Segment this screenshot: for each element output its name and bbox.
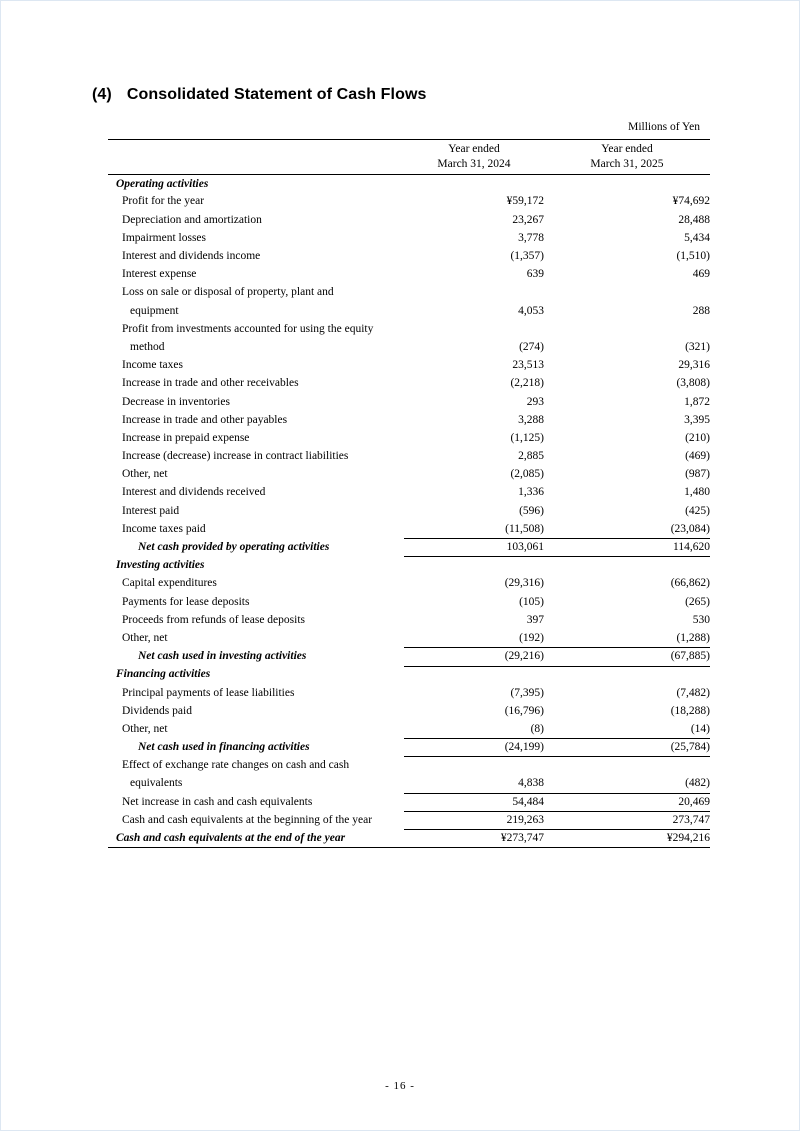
value-fy2024: ¥273,747 <box>404 830 544 848</box>
value-fy2024: (16,796) <box>504 704 544 717</box>
value-fy2024: 397 <box>526 613 544 626</box>
table-row <box>108 375 710 393</box>
value-fy2024: (29,216) <box>404 648 544 666</box>
row-label: Principal payments of lease liabilities <box>122 686 295 699</box>
row-label: Operating activities <box>116 177 209 190</box>
table-row <box>108 539 710 557</box>
table-row <box>108 302 710 320</box>
value-fy2025: (265) <box>685 595 710 608</box>
row-label: equipment <box>130 304 179 317</box>
value-fy2025: (1,288) <box>544 630 710 648</box>
value-fy2025: 5,434 <box>684 231 710 244</box>
row-label: Profit from investments accounted for using the equity <box>122 322 374 335</box>
value-fy2024: (1,125) <box>510 431 544 444</box>
table-row <box>108 521 710 539</box>
row-label: Capital expenditures <box>122 577 217 590</box>
value-fy2025: (3,808) <box>676 377 710 390</box>
table-row <box>108 211 710 229</box>
table-row <box>108 630 710 648</box>
table-row <box>108 739 710 757</box>
value-fy2025: ¥74,692 <box>672 195 710 208</box>
table-row <box>108 702 710 720</box>
row-label: Increase in trade and other payables <box>122 413 288 426</box>
value-fy2024: 4,838 <box>404 775 544 793</box>
table-row <box>108 793 710 811</box>
row-label: Net cash used in financing activities <box>138 741 310 754</box>
value-fy2025: (23,084) <box>544 521 710 539</box>
page-title-text: Consolidated Statement of Cash Flows <box>126 86 427 103</box>
table-row <box>108 648 710 666</box>
value-fy2025: ¥294,216 <box>544 830 710 848</box>
table-row <box>108 320 710 338</box>
value-fy2024: (8) <box>404 721 544 739</box>
value-fy2025: 530 <box>692 613 710 626</box>
table-header-row <box>108 140 710 175</box>
table-row <box>108 448 710 466</box>
value-fy2025 <box>544 666 710 684</box>
value-fy2025: 28,488 <box>678 213 710 226</box>
table-row <box>108 757 710 775</box>
value-fy2025: (67,885) <box>544 648 710 666</box>
row-label: Net increase in cash and cash equivalents <box>122 795 313 808</box>
value-fy2025 <box>544 284 710 302</box>
value-fy2024: 293 <box>526 395 544 408</box>
value-fy2024 <box>404 557 544 575</box>
value-fy2024: (1,357) <box>510 250 544 263</box>
value-fy2025 <box>544 175 710 193</box>
table-row <box>108 721 710 739</box>
row-label: Cash and cash equivalents at the beginning of the year <box>122 813 373 826</box>
column-header-fy2025-line1: Year ended <box>601 143 653 155</box>
value-fy2024: 23,513 <box>512 359 544 372</box>
table-row <box>108 284 710 302</box>
row-label: Loss on sale or disposal of property, plant and <box>122 286 334 299</box>
table-row <box>108 411 710 429</box>
value-fy2024: (274) <box>519 340 544 353</box>
row-label: Net cash used in investing activities <box>138 650 307 663</box>
table-row <box>108 666 710 684</box>
value-fy2024: 1,336 <box>518 486 544 499</box>
value-fy2024: 103,061 <box>404 539 544 557</box>
page-number: - 16 - <box>385 1080 415 1092</box>
table-row <box>108 466 710 484</box>
value-fy2024 <box>404 284 544 302</box>
row-label: Dividends paid <box>122 704 192 717</box>
value-fy2024: 23,267 <box>512 213 544 226</box>
value-fy2024: ¥59,172 <box>506 195 544 208</box>
table-row <box>108 830 710 848</box>
value-fy2024: 639 <box>526 268 544 281</box>
value-fy2024 <box>404 320 544 338</box>
row-label: Increase (decrease) increase in contract liabilities <box>122 450 349 463</box>
value-fy2025: (321) <box>685 340 710 353</box>
table-row <box>108 175 710 193</box>
value-fy2024 <box>404 757 544 775</box>
value-fy2025: (25,784) <box>544 739 710 757</box>
value-fy2025: (482) <box>544 775 710 793</box>
row-label: Cash and cash equivalents at the end of the year <box>108 830 404 848</box>
value-fy2025 <box>544 757 710 775</box>
table-row <box>108 393 710 411</box>
value-fy2024: (11,508) <box>404 521 544 539</box>
row-label: Interest and dividends income <box>122 250 261 263</box>
value-fy2025: 29,316 <box>678 359 710 372</box>
value-fy2025: (66,862) <box>670 577 710 590</box>
row-label: Net cash provided by operating activities <box>138 541 330 554</box>
value-fy2025: (7,482) <box>676 686 710 699</box>
column-header-fy2024-line1: Year ended <box>448 143 500 155</box>
value-fy2024: 3,778 <box>518 231 544 244</box>
table-row <box>108 775 710 793</box>
table-row <box>108 357 710 375</box>
row-label: Impairment losses <box>122 231 206 244</box>
table-row <box>108 484 710 502</box>
row-label: Effect of exchange rate changes on cash and cash <box>122 759 350 772</box>
row-label: Increase in trade and other receivables <box>122 377 299 390</box>
value-fy2024: (192) <box>404 630 544 648</box>
value-fy2025: (1,510) <box>676 250 710 263</box>
value-fy2025: 20,469 <box>544 793 710 811</box>
row-label: Depreciation and amortization <box>122 213 262 226</box>
row-label: Income taxes <box>122 359 183 372</box>
row-label: Payments for lease deposits <box>122 595 250 608</box>
value-fy2025: (987) <box>685 468 710 481</box>
row-label: Investing activities <box>116 559 205 572</box>
row-label: Financing activities <box>116 668 211 681</box>
value-fy2025: (14) <box>544 721 710 739</box>
value-fy2025: (210) <box>685 431 710 444</box>
value-fy2024: 219,263 <box>404 812 544 830</box>
page-title <box>92 86 427 104</box>
value-fy2024: (29,316) <box>504 577 544 590</box>
value-fy2024 <box>404 175 544 193</box>
value-fy2024: (2,085) <box>510 468 544 481</box>
row-label: Profit for the year <box>122 195 205 208</box>
table-row <box>108 684 710 702</box>
row-label: Increase in prepaid expense <box>122 431 250 444</box>
column-header-fy2024-line2: March 31, 2024 <box>437 157 511 170</box>
value-fy2024: 54,484 <box>404 793 544 811</box>
table-row <box>108 502 710 520</box>
row-label: Income taxes paid <box>122 522 206 535</box>
table-row <box>108 339 710 357</box>
value-fy2024: (596) <box>519 504 544 517</box>
column-header-fy2024 <box>404 140 544 175</box>
value-fy2025: (18,288) <box>670 704 710 717</box>
table-row <box>108 266 710 284</box>
page-title-number: (4) <box>92 86 112 103</box>
table-row <box>108 593 710 611</box>
value-fy2024: (24,199) <box>404 739 544 757</box>
value-fy2025: 288 <box>692 304 710 317</box>
value-fy2025: 1,480 <box>684 486 710 499</box>
value-fy2024: 4,053 <box>518 304 544 317</box>
cash-flow-table <box>108 139 710 848</box>
column-header-fy2025-line2: March 31, 2025 <box>590 157 664 170</box>
value-fy2024: (105) <box>519 595 544 608</box>
table-row <box>108 193 710 211</box>
row-label: Proceeds from refunds of lease deposits <box>122 613 305 626</box>
row-label: Interest paid <box>122 504 180 517</box>
value-fy2025: (469) <box>685 450 710 463</box>
label-column-header <box>108 140 404 175</box>
value-fy2024: 2,885 <box>518 450 544 463</box>
row-label: Other, net <box>122 468 168 481</box>
value-fy2025 <box>544 320 710 338</box>
value-fy2024: (7,395) <box>510 686 544 699</box>
value-fy2025: 3,395 <box>684 413 710 426</box>
value-fy2024: 3,288 <box>518 413 544 426</box>
value-fy2025: 114,620 <box>544 539 710 557</box>
table-row <box>108 611 710 629</box>
row-label: Interest and dividends received <box>122 486 266 499</box>
row-label: Decrease in inventories <box>122 395 230 408</box>
table-row <box>108 557 710 575</box>
table-row <box>108 248 710 266</box>
table-row <box>108 812 710 830</box>
value-fy2025: 469 <box>692 268 710 281</box>
row-label: equivalents <box>130 777 183 790</box>
value-fy2025: 273,747 <box>544 812 710 830</box>
table-row <box>108 430 710 448</box>
value-fy2025 <box>544 557 710 575</box>
column-header-fy2025 <box>544 140 710 175</box>
row-label: Other, net <box>122 722 168 735</box>
value-fy2025: (425) <box>685 504 710 517</box>
value-fy2025: 1,872 <box>684 395 710 408</box>
table-row <box>108 575 710 593</box>
row-label: Interest expense <box>122 268 197 281</box>
table-row <box>108 230 710 248</box>
value-fy2024: (2,218) <box>510 377 544 390</box>
row-label: Other, net <box>122 631 168 644</box>
row-label: method <box>130 340 165 353</box>
unit-label: Millions of Yen <box>628 121 700 133</box>
value-fy2024 <box>404 666 544 684</box>
